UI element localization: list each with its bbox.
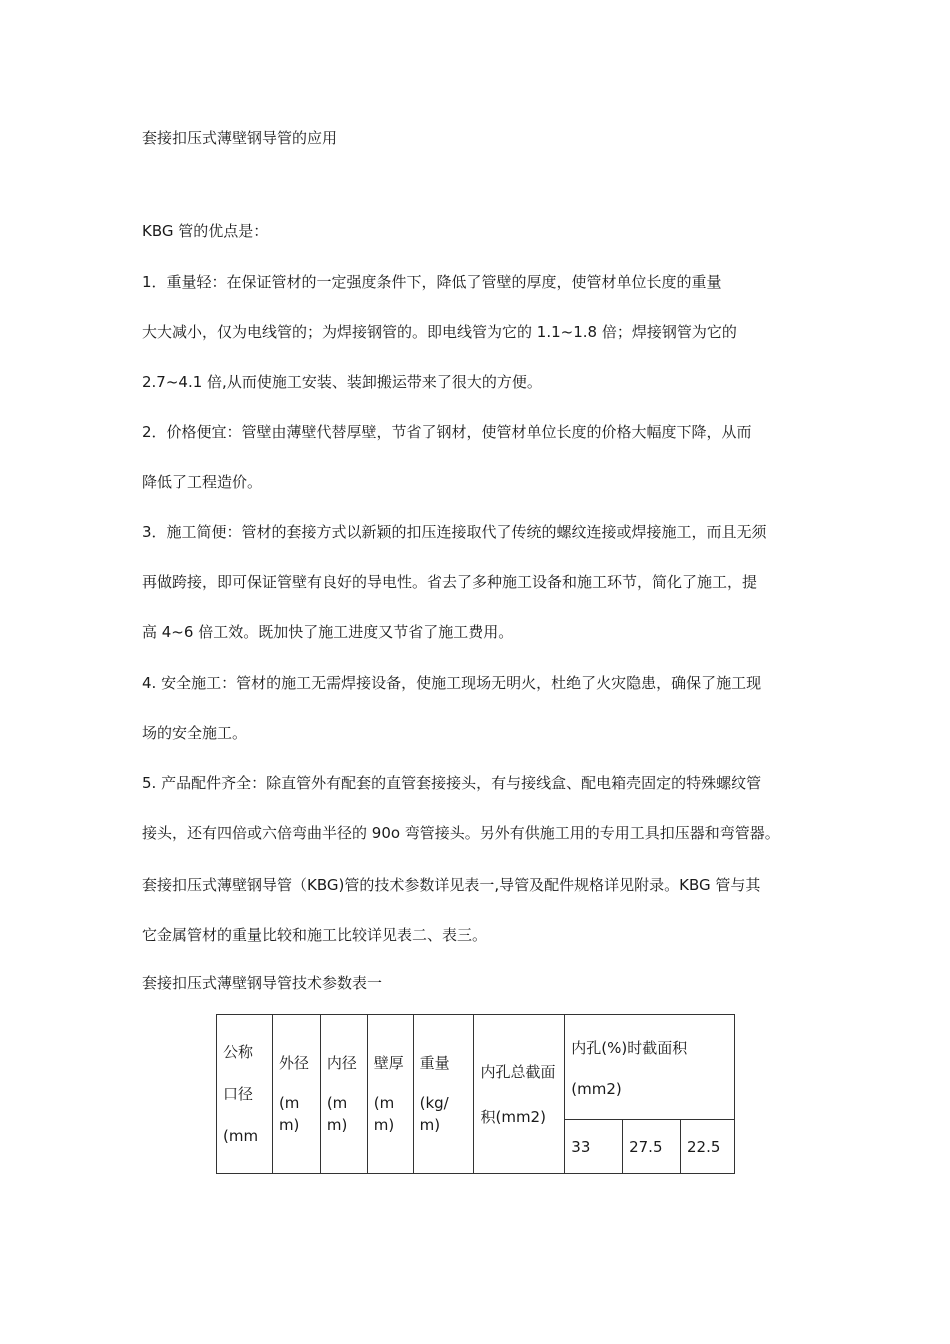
paragraph-line: 4. 安全施工：管材的施工无需焊接设备，使施工现场无明火，杜绝了火灾隐患，确保了施工现 xyxy=(142,674,762,692)
paragraph-line: KBG 管的优点是： xyxy=(142,222,269,240)
paragraph-line: 3．施工简便：管材的套接方式以新颖的扣压连接取代了传统的螺纹连接或焊接施工，而且无须 xyxy=(142,523,767,541)
ratio-cell: 22.5 xyxy=(681,1120,735,1174)
header-outer-diameter: 外径 (m m) xyxy=(272,1015,320,1174)
paragraph-line: 1．重量轻：在保证管材的一定强度条件下，降低了管壁的厚度，使管材单位长度的重量 xyxy=(142,273,722,291)
paragraph-line: 再做跨接，即可保证管壁有良好的导电性。省去了多种施工设备和施工环节，简化了施工，提 xyxy=(142,573,758,591)
header-wall-thickness: 壁厚 (m m) xyxy=(367,1015,413,1174)
paragraph-line: 降低了工程造价。 xyxy=(142,473,263,491)
paragraph-line: 它金属管材的重量比较和施工比较详见表二、表三。 xyxy=(142,926,488,944)
paragraph-line: 大大减小，仅为电线管的；为焊接钢管的。即电线管为它的 1.1~1.8 倍；焊接钢管为它的 xyxy=(142,323,737,341)
paragraph-line: 2.7~4.1 倍,从而使施工安装、装卸搬运带来了很大的方便。 xyxy=(142,373,542,391)
page-title: 套接扣压式薄壁钢导管的应用 xyxy=(142,129,338,147)
paragraph-line: 场的安全施工。 xyxy=(142,724,248,742)
paragraph-line: 2．价格便宜：管壁由薄壁代替厚壁，节省了钢材，使管材单位长度的价格大幅度下降，从而 xyxy=(142,423,752,441)
paragraph-line: 高 4~6 倍工效。既加快了施工进度又节省了施工费用。 xyxy=(142,623,514,641)
ratio-cell: 33 xyxy=(565,1120,623,1174)
paragraph-line: 5. 产品配件齐全：除直管外有配套的直管套接接头，有与接线盒、配电箱壳固定的特殊螺纹管 xyxy=(142,774,762,792)
paragraph-line: 接头，还有四倍或六倍弯曲半径的 90o 弯管接头。另外有供施工用的专用工具扣压器和弯管器。 xyxy=(142,824,780,842)
header-inner-diameter: 内径 (m m) xyxy=(320,1015,367,1174)
header-nominal-diameter: 公称 口径 (mm xyxy=(217,1015,273,1174)
header-bore-percent-area: 内孔(%)时截面积 (mm2) xyxy=(565,1015,735,1120)
paragraph-line: 套接扣压式薄壁钢导管（KBG)管的技术参数详见表一,导管及配件规格详见附录。KBG 管与其 xyxy=(142,876,761,894)
header-weight: 重量 (kg/ m) xyxy=(413,1015,474,1174)
table-caption: 套接扣压式薄壁钢导管技术参数表一 xyxy=(142,974,383,992)
ratio-cell: 27.5 xyxy=(623,1120,681,1174)
header-total-bore-area: 内孔总截面 积(mm2) xyxy=(474,1015,565,1174)
parameters-table xyxy=(216,1014,735,1174)
